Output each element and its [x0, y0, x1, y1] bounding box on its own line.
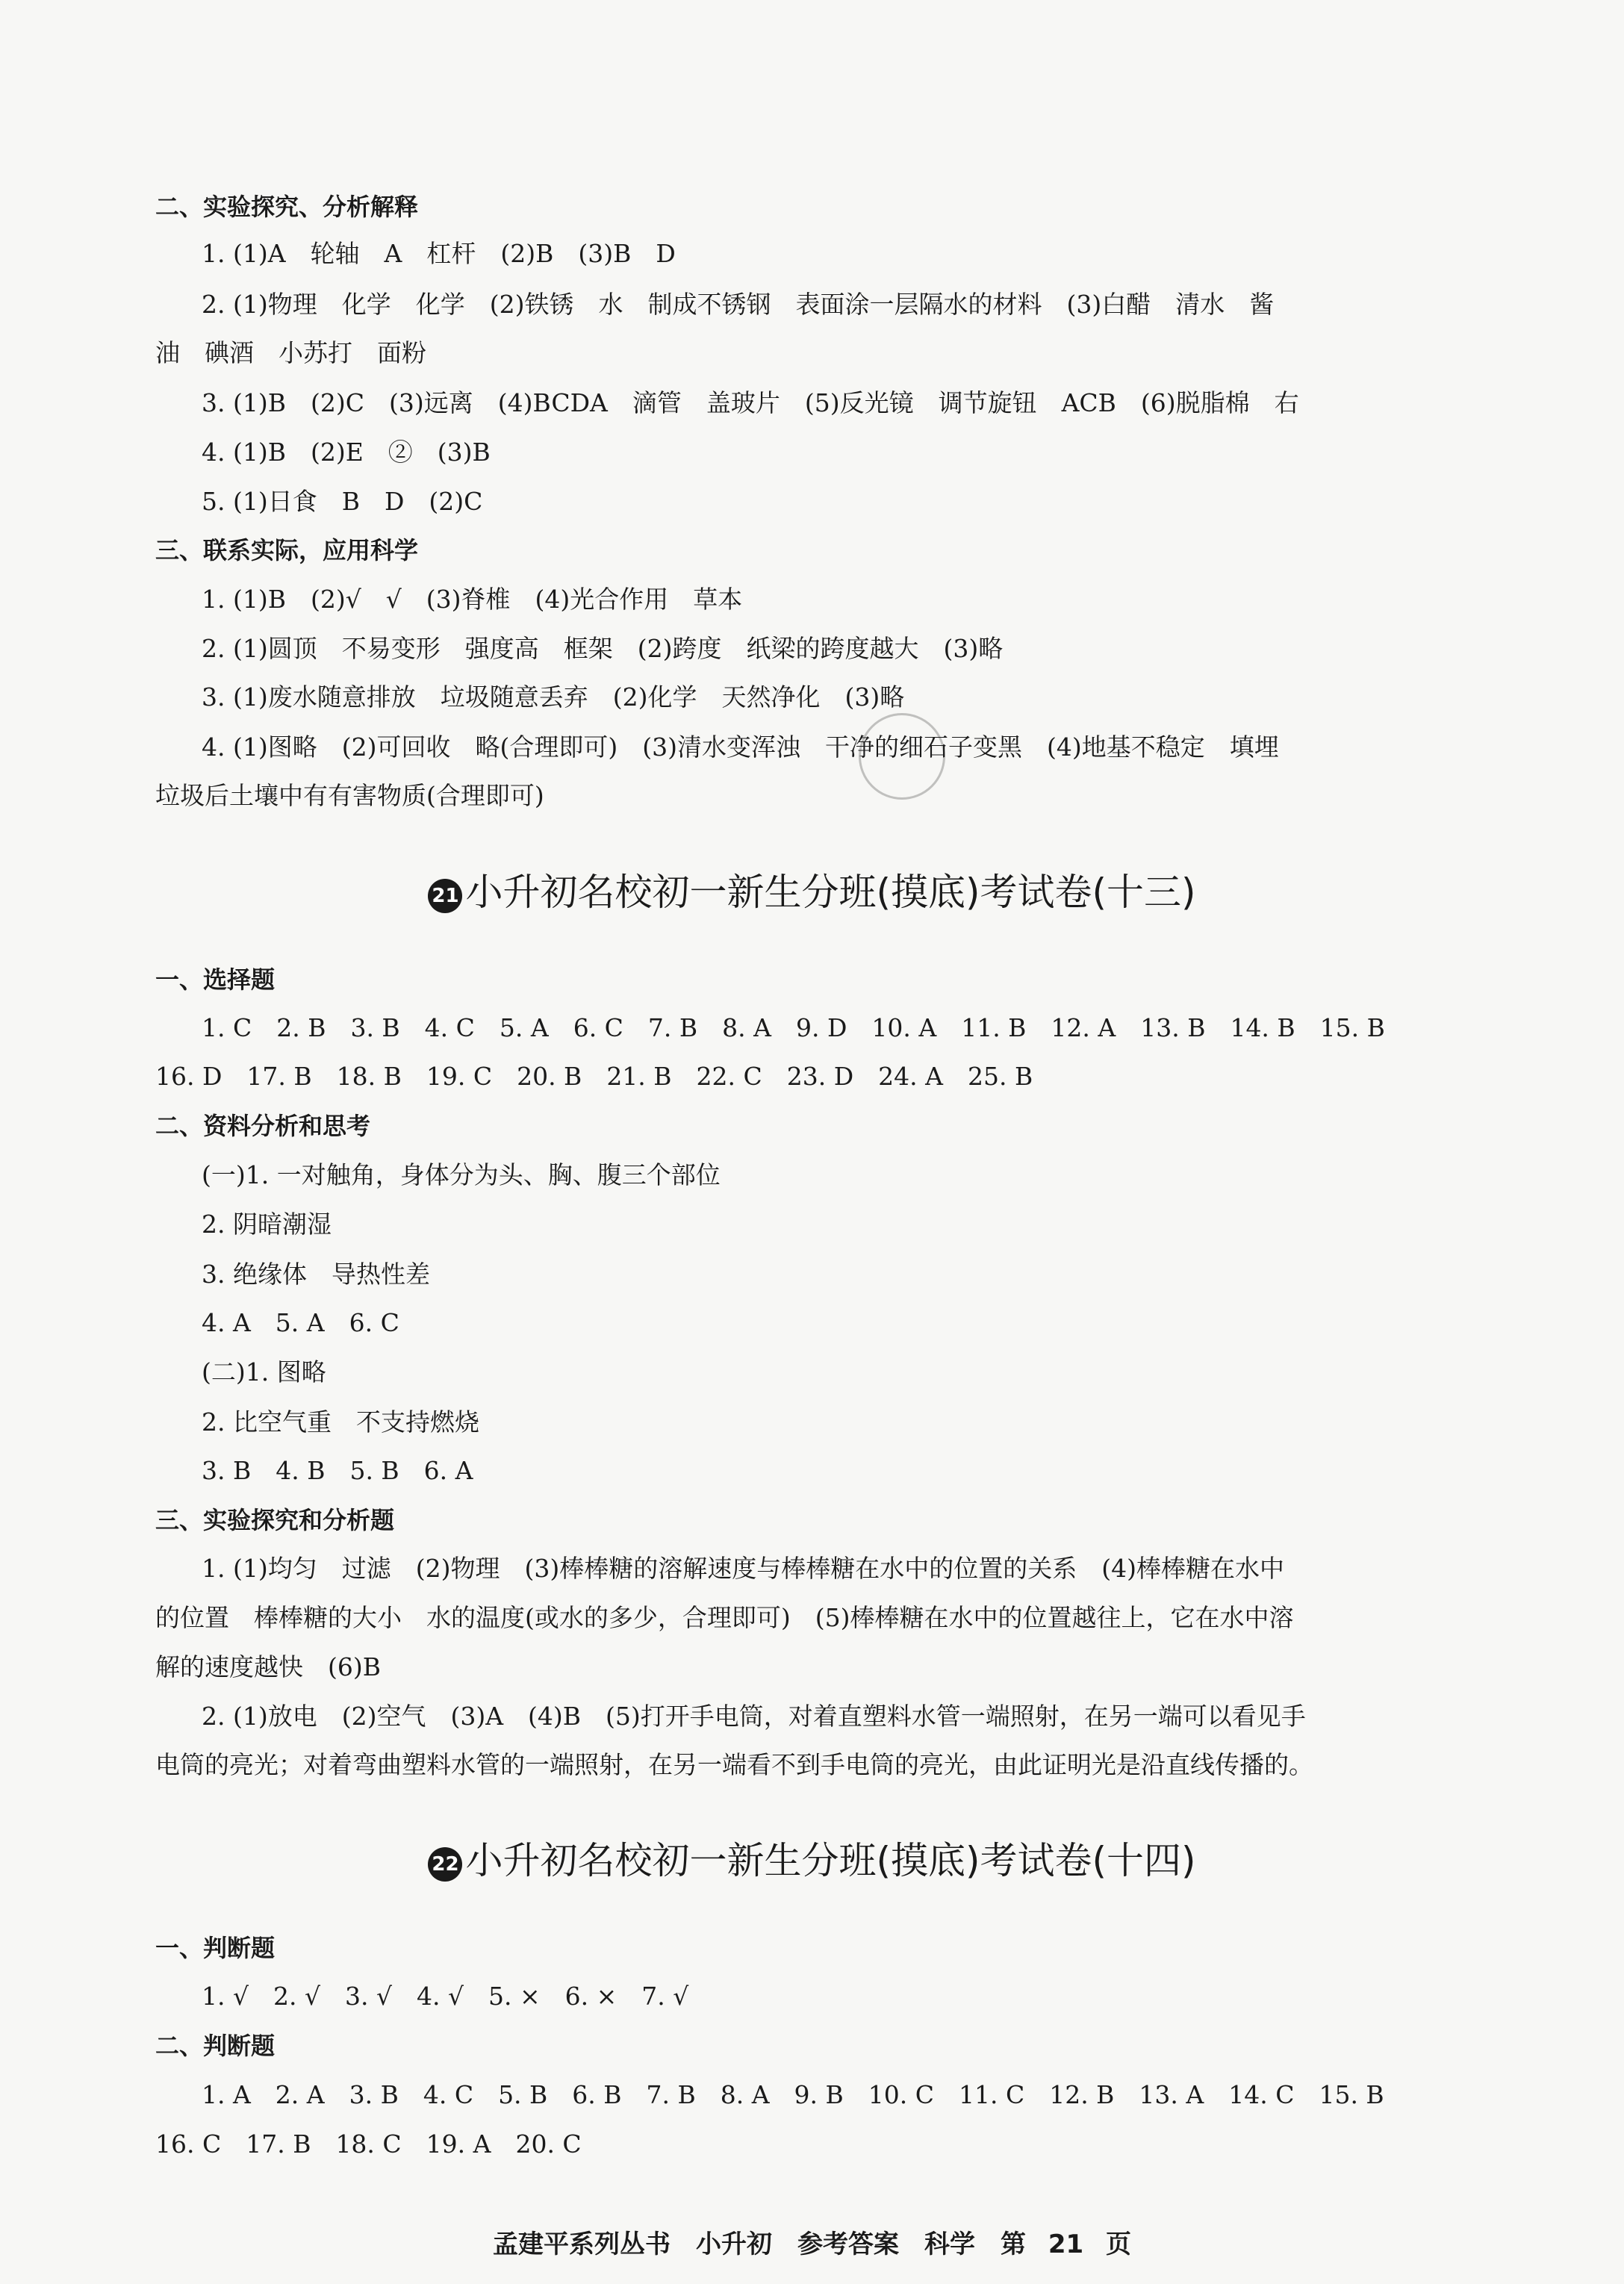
answer-line: 1. (1)均匀 过滤 (2)物理 (3)棒棒糖的溶解速度与棒棒糖在水中的位置的关系 (4)棒棒糖在水中	[202, 1554, 1284, 1583]
answer-line: (一)1. 一对触角，身体分为头、胸、腹三个部位	[202, 1160, 721, 1189]
answer-line: 16. D 17. B 18. B 19. C 20. B 21. B 22. C 23. D 24. A 25. B	[155, 1062, 1033, 1091]
number-badge: 22	[428, 1847, 462, 1882]
section-heading: 二、实验探究、分析解释	[155, 193, 419, 221]
answer-line: 3. B 4. B 5. B 6. A	[202, 1456, 473, 1485]
exam-title-text: 小升初名校初一新生分班(摸底)考试卷(十四)	[465, 1839, 1196, 1882]
answer-line: 油 碘酒 小苏打 面粉	[155, 338, 426, 367]
section-heading: 一、判断题	[155, 1934, 276, 1962]
answer-line: 的位置 棒棒糖的大小 水的温度(或水的多少，合理即可) (5)棒棒糖在水中的位置越往上，它在水中溶	[155, 1603, 1294, 1632]
answer-line: 4. (1)图略 (2)可回收 略(合理即可) (3)清水变浑浊 干净的细石子变黑 (4)地基不稳定 填埋	[202, 732, 1279, 762]
answer-line: 2. 阴暗潮湿	[202, 1210, 332, 1239]
answer-line: 3. (1)废水随意排放 垃圾随意丢弃 (2)化学 天然净化 (3)略	[202, 682, 905, 712]
section-heading: 一、选择题	[155, 965, 276, 994]
answer-line: (二)1. 图略	[202, 1357, 326, 1387]
answer-line: 3. 绝缘体 导热性差	[202, 1260, 430, 1289]
answer-line: 2. (1)物理 化学 化学 (2)铁锈 水 制成不锈钢 表面涂一层隔水的材料 (3)白醋 清水 酱	[202, 290, 1275, 319]
answer-line: 垃圾后土壤中有有害物质(合理即可)	[155, 781, 544, 810]
section-heading: 二、判断题	[155, 2032, 276, 2060]
answer-line: 解的速度越快 (6)B	[155, 1652, 381, 1681]
exam-title-text: 小升初名校初一新生分班(摸底)考试卷(十三)	[465, 871, 1196, 914]
page-footer: 孟建平系列丛书 小升初 参考答案 科学 第 21 页	[493, 2229, 1131, 2259]
answer-line: 2. 比空气重 不支持燃烧	[202, 1407, 479, 1437]
answer-line: 1. A 2. A 3. B 4. C 5. B 6. B 7. B 8. A 9. B 10. C 11. C 12. B 13. A 14. C 15. B	[202, 2080, 1384, 2109]
exam-title	[0, 1838, 1624, 1883]
answer-line: 1. C 2. B 3. B 4. C 5. A 6. C 7. B 8. A 9. D 10. A 11. B 12. A 13. B 14. B 15. B	[202, 1013, 1385, 1042]
answer-line: 2. (1)圆顶 不易变形 强度高 框架 (2)跨度 纸梁的跨度越大 (3)略	[202, 634, 1004, 663]
answer-line: 1. √ 2. √ 3. √ 4. √ 5. × 6. × 7. √	[202, 1982, 689, 2011]
answer-line: 2. (1)放电 (2)空气 (3)A (4)B (5)打开手电筒，对着直塑料水管一端照射，在另一端可以看见手	[202, 1702, 1306, 1731]
answer-line: 1. (1)B (2)√ √ (3)脊椎 (4)光合作用 草本	[202, 585, 743, 614]
answer-line: 电筒的亮光；对着弯曲塑料水管的一端照射，在另一端看不到手电筒的亮光，由此证明光是沿直线传播的。	[155, 1750, 1313, 1779]
section-heading: 三、实验探究和分析题	[155, 1506, 395, 1534]
answer-line: 3. (1)B (2)C (3)远离 (4)BCDA 滴管 盖玻片 (5)反光镜 调节旋钮 ACB (6)脱脂棉 右	[202, 388, 1299, 417]
section-heading: 二、资料分析和思考	[155, 1112, 371, 1140]
section-heading: 三、联系实际，应用科学	[155, 536, 419, 564]
answer-line: 4. A 5. A 6. C	[202, 1308, 399, 1337]
answer-line: 16. C 17. B 18. C 19. A 20. C	[155, 2129, 582, 2159]
exam-title	[0, 870, 1624, 915]
answer-line: 4. (1)B (2)E ② (3)B	[202, 438, 491, 467]
answer-line: 5. (1)日食 B D (2)C	[202, 487, 483, 516]
number-badge: 21	[428, 879, 462, 913]
answer-line: 1. (1)A 轮轴 A 杠杆 (2)B (3)B D	[202, 239, 676, 268]
